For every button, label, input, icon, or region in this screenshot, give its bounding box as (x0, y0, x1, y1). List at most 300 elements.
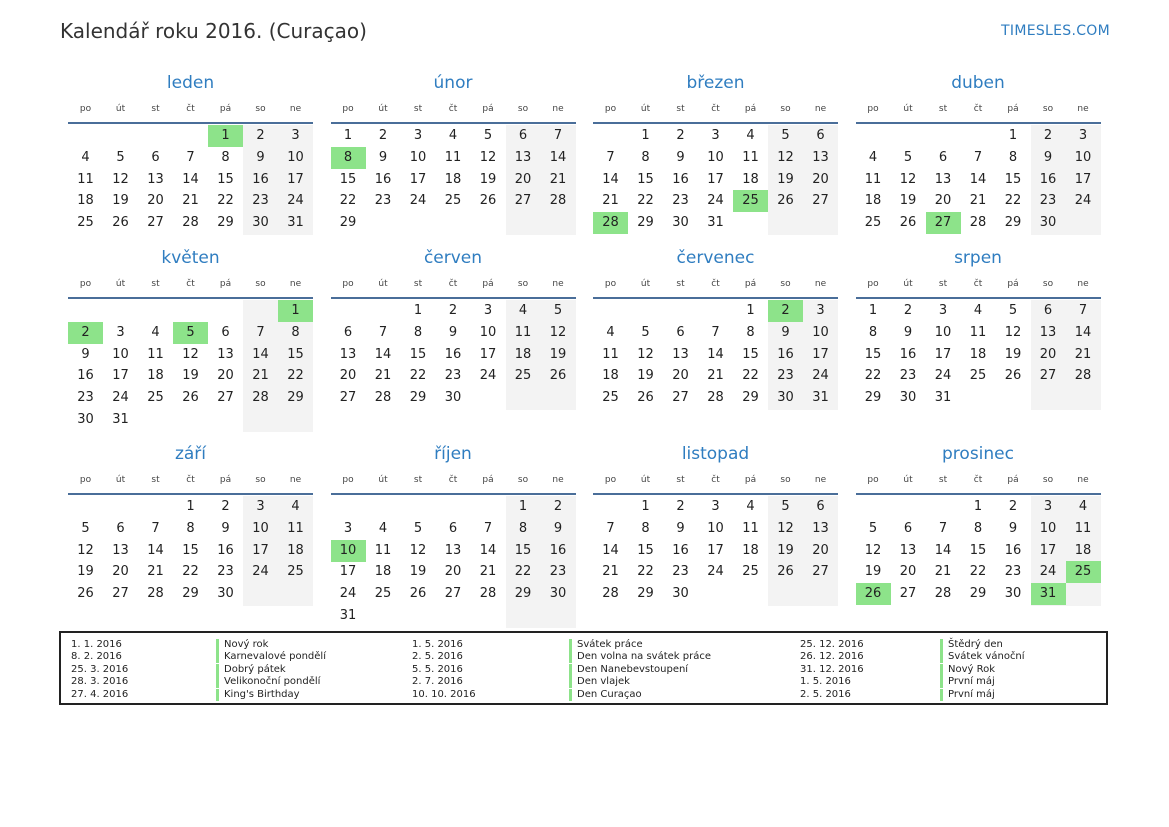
day-cell: 18 (77, 193, 94, 209)
holiday-day-cell: 8 (331, 147, 366, 169)
day-cell: 2 (553, 499, 563, 514)
day-cell: 31 (707, 215, 724, 231)
day-cell: 28 (934, 586, 952, 602)
weekday-label: ne (814, 475, 827, 485)
weekday-label: čt (186, 279, 195, 289)
weekday-label: so (780, 475, 791, 485)
weekday-label: út (378, 475, 388, 485)
day-cell: 6 (221, 324, 230, 340)
day-cell: 18 (147, 368, 164, 384)
day-cell: 9 (448, 324, 458, 340)
day-cell: 12 (777, 149, 794, 165)
day-cell: 1 (641, 499, 650, 514)
day-cell: 1 (186, 499, 195, 514)
legend-date: 1. 5. 2016 (412, 639, 463, 650)
day-cell: 8 (518, 520, 528, 536)
day-cell: 4 (746, 128, 755, 143)
day-cell: 20 (899, 564, 917, 580)
day-cell: 6 (448, 520, 458, 536)
day-cell: 30 (899, 390, 917, 406)
weekday-label: so (517, 279, 529, 289)
weekday-label: čt (711, 475, 720, 485)
day-cell: 21 (707, 368, 724, 384)
day-cell: 19 (777, 542, 794, 558)
day-cell: 16 (899, 346, 917, 362)
legend-holiday-name: Štědrý den (940, 639, 1003, 651)
day-cell: 10 (1074, 149, 1092, 165)
day-cell: 28 (182, 215, 199, 231)
month-name: květen (161, 248, 220, 268)
day-cell: 19 (777, 171, 794, 187)
holiday-day-cell: 25 (733, 190, 768, 212)
month-name: leden (166, 73, 215, 93)
day-cell: 1 (413, 303, 423, 318)
day-cell: 6 (938, 149, 948, 165)
weekday-label: pá (744, 279, 757, 289)
day-cell: 18 (602, 368, 619, 384)
month-name: březen (686, 73, 745, 93)
weekday-label: pá (1007, 104, 1019, 114)
day-cell: 24 (707, 193, 724, 209)
weekday-label: pá (482, 104, 494, 114)
day-cell: 10 (287, 149, 304, 165)
day-cell: 20 (514, 171, 532, 187)
day-cell: 29 (514, 586, 532, 602)
site-link[interactable]: TIMESLES.COM (1001, 23, 1110, 39)
day-cell: 7 (256, 324, 265, 340)
day-cell: 1 (518, 499, 528, 514)
legend-date: 2. 7. 2016 (412, 676, 463, 688)
day-cell: 24 (252, 564, 269, 580)
day-cell: 26 (77, 586, 94, 602)
day-cell: 19 (637, 368, 654, 384)
legend-date: 28. 3. 2016 (71, 676, 129, 688)
weekday-label: čt (186, 104, 195, 114)
day-cell: 14 (969, 171, 987, 187)
weekday-label: út (115, 104, 126, 114)
day-cell: 12 (112, 171, 129, 187)
day-cell: 9 (781, 324, 790, 340)
day-cell: 29 (339, 215, 357, 231)
day-cell: 10 (707, 520, 724, 536)
day-cell: 14 (479, 542, 497, 558)
day-cell: 9 (676, 149, 685, 165)
day-cell: 21 (549, 171, 567, 187)
day-cell: 27 (217, 390, 234, 406)
day-cell: 24 (339, 586, 357, 602)
day-cell: 11 (444, 149, 462, 165)
legend-date: 8. 2. 2016 (71, 651, 122, 663)
day-cell: 6 (816, 499, 825, 514)
weekday-label: st (676, 475, 685, 485)
day-cell: 4 (518, 303, 528, 318)
day-cell: 12 (479, 149, 497, 165)
day-cell: 14 (602, 171, 619, 187)
day-cell: 3 (116, 324, 125, 340)
weekday-label: so (517, 475, 529, 485)
weekday-label: ne (289, 104, 302, 114)
header-rule (68, 493, 313, 495)
page-title: Kalendář roku 2016. (Curaçao) (60, 19, 367, 43)
day-cell: 3 (711, 128, 720, 143)
day-cell: 19 (549, 346, 567, 362)
day-cell: 27 (899, 586, 917, 602)
weekday-label: út (378, 279, 388, 289)
day-cell: 23 (374, 193, 392, 209)
day-cell: 18 (742, 171, 759, 187)
day-cell: 19 (182, 368, 199, 384)
weekday-label: po (604, 279, 617, 289)
day-cell: 30 (1004, 586, 1022, 602)
day-cell: 8 (1008, 149, 1018, 165)
day-cell: 23 (899, 368, 917, 384)
day-cell: 11 (969, 324, 987, 340)
day-cell: 24 (112, 390, 129, 406)
weekday-label: po (79, 279, 92, 289)
day-cell: 9 (903, 324, 913, 340)
day-cell: 25 (444, 193, 462, 209)
day-cell: 8 (973, 520, 983, 536)
day-cell: 3 (483, 303, 493, 318)
day-cell: 4 (973, 303, 983, 318)
day-cell: 2 (676, 128, 685, 143)
legend-date: 31. 12. 2016 (800, 663, 864, 675)
day-cell: 4 (448, 128, 458, 143)
header-rule (856, 122, 1101, 124)
day-cell: 8 (186, 520, 195, 536)
day-cell: 3 (816, 303, 825, 318)
day-cell: 27 (1039, 368, 1057, 384)
day-cell: 6 (676, 324, 685, 340)
day-cell: 13 (444, 542, 462, 558)
day-cell: 28 (1074, 368, 1092, 384)
day-cell: 10 (934, 324, 952, 340)
day-cell: 17 (1039, 542, 1057, 558)
day-cell: 30 (77, 412, 94, 427)
day-cell: 15 (637, 542, 654, 558)
day-cell: 2 (221, 499, 230, 514)
day-cell: 25 (969, 368, 987, 384)
day-cell: 2 (676, 499, 685, 514)
day-cell: 4 (606, 324, 615, 340)
weekday-label: st (413, 279, 423, 289)
weekday-label: út (903, 279, 913, 289)
legend-holiday-name: První máj (940, 689, 995, 701)
day-cell: 10 (707, 149, 724, 165)
day-cell: 25 (514, 368, 532, 384)
day-cell: 26 (409, 586, 427, 602)
day-cell: 31 (812, 390, 829, 406)
day-cell: 8 (868, 324, 878, 340)
weekday-label: st (413, 104, 423, 114)
day-cell: 30 (672, 586, 689, 602)
month-name: září (174, 444, 207, 464)
day-cell: 9 (1008, 520, 1018, 536)
day-cell: 13 (1039, 324, 1057, 340)
day-cell: 27 (672, 390, 689, 406)
weekday-label: pá (219, 104, 232, 114)
day-cell: 26 (777, 564, 794, 580)
day-cell: 23 (77, 390, 94, 406)
weekday-label: ne (552, 279, 564, 289)
holiday-day-cell: 31 (1031, 583, 1066, 605)
day-cell: 3 (413, 128, 423, 143)
legend-holiday-name: Den volna na svátek práce (569, 651, 711, 663)
day-cell: 11 (147, 346, 164, 362)
day-cell: 23 (1004, 564, 1022, 580)
header-rule (68, 122, 313, 124)
day-cell: 14 (147, 542, 164, 558)
weekday-label: st (151, 475, 160, 485)
weekday-label: pá (482, 475, 494, 485)
day-cell: 12 (409, 542, 427, 558)
day-cell: 4 (868, 149, 878, 165)
day-cell: 30 (549, 586, 567, 602)
day-cell: 29 (969, 586, 987, 602)
day-cell: 11 (374, 542, 392, 558)
month-11 (593, 444, 838, 624)
day-cell: 13 (339, 346, 357, 362)
header-rule (593, 493, 838, 495)
day-cell: 13 (812, 520, 829, 536)
day-cell: 7 (938, 520, 948, 536)
day-cell: 18 (374, 564, 392, 580)
day-cell: 2 (378, 128, 388, 143)
day-cell: 10 (409, 149, 427, 165)
weekday-label: ne (552, 475, 564, 485)
holiday-day-cell: 25 (1066, 561, 1101, 583)
day-cell: 27 (444, 586, 462, 602)
legend-date: 2. 5. 2016 (412, 651, 463, 663)
day-cell: 8 (291, 324, 300, 340)
day-cell: 1 (973, 499, 983, 514)
holiday-day-cell: 2 (68, 322, 103, 344)
month-name: červen (423, 248, 483, 268)
day-cell: 21 (602, 564, 619, 580)
day-cell: 14 (549, 149, 567, 165)
day-cell: 24 (1074, 193, 1092, 209)
holiday-day-cell: 26 (856, 583, 891, 605)
day-cell: 26 (182, 390, 199, 406)
day-cell: 9 (553, 520, 563, 536)
header-rule (856, 493, 1101, 495)
day-cell: 15 (182, 542, 199, 558)
day-cell: 28 (147, 586, 164, 602)
day-cell: 15 (969, 542, 987, 558)
day-cell: 16 (252, 171, 269, 187)
weekday-label: čt (448, 475, 458, 485)
day-cell: 7 (711, 324, 720, 340)
day-cell: 11 (514, 324, 532, 340)
day-cell: 20 (812, 542, 829, 558)
day-cell: 18 (864, 193, 882, 209)
day-cell: 13 (934, 171, 952, 187)
day-cell: 3 (938, 303, 948, 318)
day-cell: 5 (116, 149, 125, 165)
weekday-label: út (378, 104, 388, 114)
day-cell: 20 (339, 368, 357, 384)
day-cell: 30 (672, 215, 689, 231)
day-cell: 9 (1043, 149, 1053, 165)
header-rule (331, 493, 576, 495)
weekday-label: st (676, 104, 685, 114)
day-cell: 1 (641, 128, 650, 143)
day-cell: 28 (252, 390, 269, 406)
month-6 (331, 248, 576, 428)
day-cell: 2 (448, 303, 458, 318)
day-cell: 6 (903, 520, 913, 536)
month-name: duben (951, 73, 1005, 93)
day-cell: 2 (1043, 128, 1053, 143)
day-cell: 3 (256, 499, 265, 514)
weekday-label: st (938, 104, 948, 114)
day-cell: 29 (182, 586, 199, 602)
day-cell: 8 (413, 324, 423, 340)
day-cell: 28 (602, 586, 619, 602)
weekday-label: po (342, 279, 354, 289)
day-cell: 12 (182, 346, 199, 362)
day-cell: 28 (707, 390, 724, 406)
day-cell: 29 (287, 390, 304, 406)
day-cell: 16 (217, 542, 234, 558)
day-cell: 12 (77, 542, 94, 558)
day-cell: 31 (112, 412, 129, 427)
day-cell: 5 (903, 149, 913, 165)
day-cell: 14 (374, 346, 392, 362)
weekday-label: čt (973, 279, 983, 289)
day-cell: 26 (549, 368, 567, 384)
weekday-label: ne (1077, 475, 1089, 485)
day-cell: 7 (378, 324, 388, 340)
day-cell: 6 (816, 128, 825, 143)
day-cell: 20 (934, 193, 952, 209)
day-cell: 28 (479, 586, 497, 602)
day-cell: 7 (553, 128, 563, 143)
day-cell: 11 (742, 520, 759, 536)
day-cell: 1 (746, 303, 755, 318)
day-cell: 10 (112, 346, 129, 362)
day-cell: 26 (479, 193, 497, 209)
weekday-label: st (938, 279, 948, 289)
day-cell: 10 (812, 324, 829, 340)
weekday-label: po (342, 104, 354, 114)
weekday-label: út (640, 475, 651, 485)
month-3 (593, 73, 838, 253)
month-8 (856, 248, 1101, 428)
day-cell: 21 (252, 368, 269, 384)
weekday-label: so (780, 279, 791, 289)
day-cell: 14 (252, 346, 269, 362)
day-cell: 5 (781, 128, 790, 143)
day-cell: 1 (1008, 128, 1018, 143)
day-cell: 5 (413, 520, 423, 536)
day-cell: 25 (147, 390, 164, 406)
day-cell: 22 (1004, 193, 1022, 209)
day-cell: 5 (81, 520, 90, 536)
day-cell: 13 (812, 149, 829, 165)
day-cell: 10 (1039, 520, 1057, 536)
weekday-label: čt (973, 104, 983, 114)
day-cell: 9 (676, 520, 685, 536)
header-rule (856, 297, 1101, 299)
header-rule (331, 297, 576, 299)
day-cell: 26 (637, 390, 654, 406)
holiday-day-cell: 28 (593, 212, 628, 234)
legend-holiday-name: Karnevalové pondělí (216, 651, 326, 663)
day-cell: 22 (637, 193, 654, 209)
day-cell: 20 (147, 193, 164, 209)
weekday-label: čt (448, 279, 458, 289)
day-cell: 19 (409, 564, 427, 580)
day-cell: 4 (151, 324, 160, 340)
day-cell: 24 (707, 564, 724, 580)
weekday-label: pá (219, 475, 232, 485)
legend-holiday-name: Nový Rok (940, 664, 995, 676)
day-cell: 10 (479, 324, 497, 340)
day-cell: 27 (339, 390, 357, 406)
day-cell: 8 (641, 149, 650, 165)
day-cell: 16 (549, 542, 567, 558)
day-cell: 16 (1039, 171, 1057, 187)
day-cell: 4 (291, 499, 300, 514)
day-cell: 6 (343, 324, 353, 340)
day-cell: 19 (1004, 346, 1022, 362)
weekday-label: ne (289, 279, 302, 289)
day-cell: 24 (812, 368, 829, 384)
day-cell: 5 (1008, 303, 1018, 318)
day-cell: 4 (81, 149, 90, 165)
legend-holiday-name: Nový rok (216, 639, 268, 651)
legend-date: 25. 12. 2016 (800, 639, 864, 650)
day-cell: 21 (479, 564, 497, 580)
weekday-label: st (676, 279, 685, 289)
weekday-label: po (604, 104, 617, 114)
legend-date: 25. 3. 2016 (71, 663, 129, 675)
day-cell: 7 (1078, 303, 1088, 318)
day-cell: 25 (742, 564, 759, 580)
day-cell: 22 (339, 193, 357, 209)
holiday-day-cell: 1 (208, 125, 243, 147)
month-12 (856, 444, 1101, 624)
day-cell: 19 (112, 193, 129, 209)
weekday-label: út (115, 475, 126, 485)
day-cell: 12 (899, 171, 917, 187)
day-cell: 7 (606, 520, 615, 536)
weekday-label: út (115, 279, 126, 289)
weekday-label: pá (1007, 279, 1019, 289)
day-cell: 19 (77, 564, 94, 580)
header-rule (593, 122, 838, 124)
month-9 (68, 444, 313, 624)
day-cell: 7 (151, 520, 160, 536)
day-cell: 21 (602, 193, 619, 209)
day-cell: 15 (637, 171, 654, 187)
day-cell: 5 (868, 520, 878, 536)
day-cell: 23 (549, 564, 567, 580)
weekday-label: so (780, 104, 791, 114)
holiday-day-cell: 27 (926, 212, 961, 234)
day-cell: 27 (812, 193, 829, 209)
day-cell: 13 (672, 346, 689, 362)
day-cell: 24 (287, 193, 304, 209)
weekday-label: čt (973, 475, 983, 485)
day-cell: 14 (707, 346, 724, 362)
day-cell: 22 (409, 368, 427, 384)
day-cell: 31 (934, 390, 952, 406)
weekday-label: po (867, 279, 879, 289)
month-2 (331, 73, 576, 253)
day-cell: 22 (864, 368, 882, 384)
